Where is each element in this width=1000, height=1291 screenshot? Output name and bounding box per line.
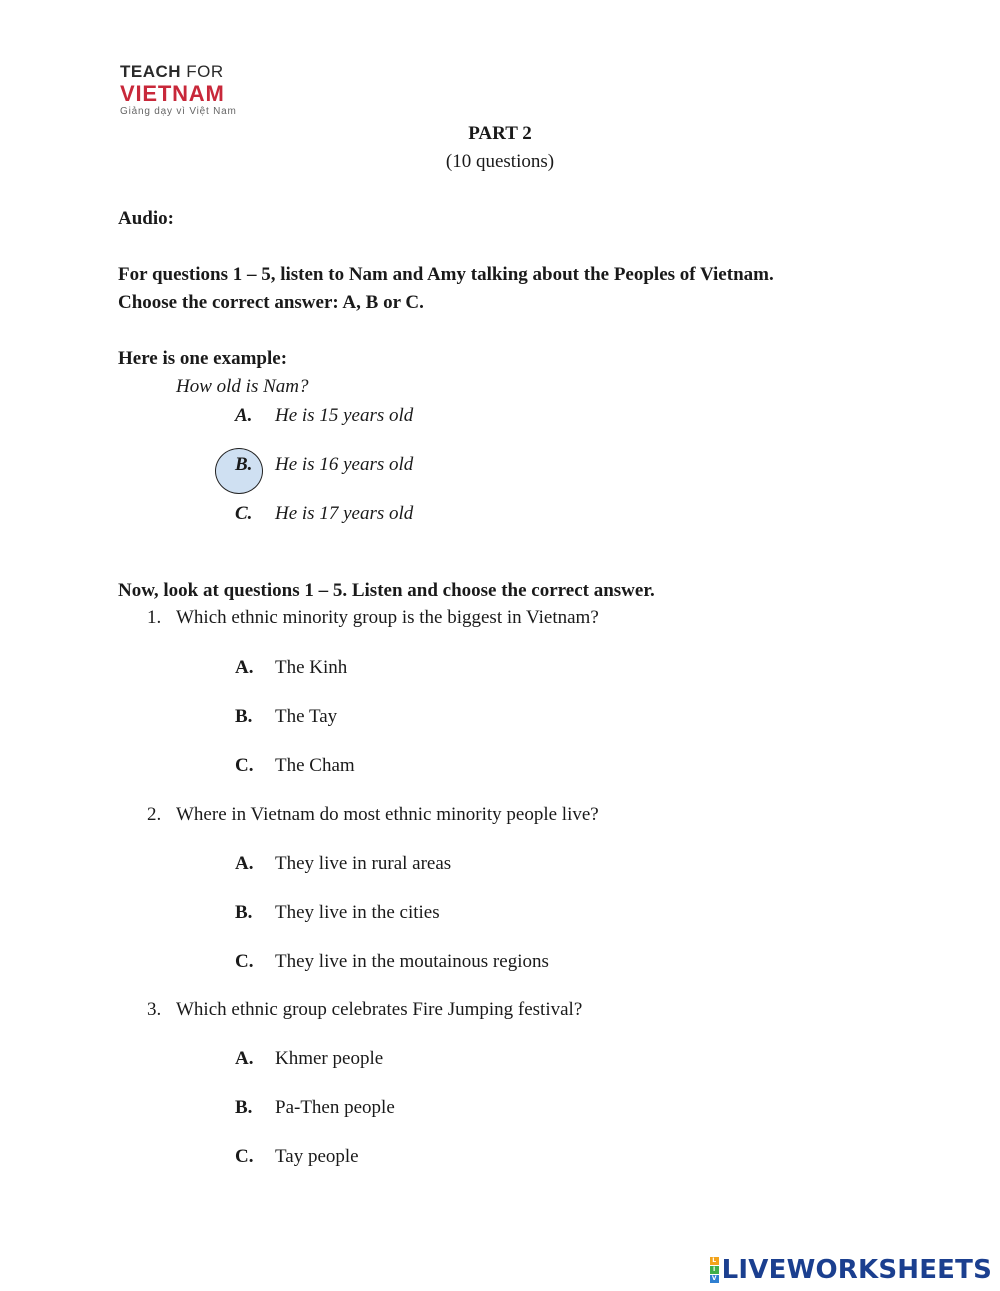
logo-tagline: Giảng dạy vì Việt Nam bbox=[120, 106, 237, 117]
instruction-line-2: Choose the correct answer: A, B or C. bbox=[118, 292, 424, 313]
now-instruction: Now, look at questions 1 – 5. Listen and choose the correct answer. bbox=[118, 580, 655, 601]
example-option-letter: B. bbox=[235, 454, 253, 475]
logo-teach: TEACH bbox=[120, 62, 182, 81]
option-text[interactable]: The Tay bbox=[275, 706, 338, 727]
option-letter[interactable]: A. bbox=[235, 1048, 254, 1069]
option-letter[interactable]: B. bbox=[235, 1097, 253, 1118]
example-option-text: He is 17 years old bbox=[275, 503, 414, 524]
audio-label: Audio: bbox=[118, 208, 174, 229]
instruction-line-1: For questions 1 – 5, listen to Nam and Amy talking about the Peoples of Vietnam. bbox=[118, 264, 774, 285]
option-text[interactable]: They live in rural areas bbox=[275, 853, 452, 874]
option-text[interactable]: They live in the moutainous regions bbox=[275, 951, 549, 972]
cube-letter: I bbox=[710, 1266, 719, 1274]
example-option-letter: C. bbox=[235, 503, 253, 524]
question-number: 3. bbox=[147, 999, 162, 1020]
option-letter[interactable]: B. bbox=[235, 902, 253, 923]
logo-vietnam: VIETNAM bbox=[120, 81, 225, 106]
option-letter[interactable]: A. bbox=[235, 853, 254, 874]
page-subtitle: (10 questions) bbox=[445, 151, 555, 172]
example-option-letter: A. bbox=[235, 405, 253, 426]
cube-letter: L bbox=[710, 1257, 719, 1265]
example-option-text: He is 15 years old bbox=[275, 405, 414, 426]
option-letter[interactable]: C. bbox=[235, 1146, 254, 1167]
logo-for: FOR bbox=[186, 62, 224, 81]
question-text: Which ethnic group celebrates Fire Jumping festival? bbox=[176, 999, 583, 1020]
page-title: PART 2 bbox=[468, 123, 532, 144]
option-text[interactable]: They live in the cities bbox=[275, 902, 440, 923]
option-text[interactable]: Pa-Then people bbox=[275, 1097, 395, 1118]
question-text: Which ethnic minority group is the biggest in Vietnam? bbox=[176, 607, 599, 628]
question-number: 2. bbox=[147, 804, 162, 825]
question-text: Where in Vietnam do most ethnic minority people live? bbox=[176, 804, 599, 825]
option-text[interactable]: Khmer people bbox=[275, 1048, 384, 1069]
option-letter[interactable]: B. bbox=[235, 706, 253, 727]
option-text[interactable]: The Kinh bbox=[275, 657, 348, 678]
logo-line-teach-for bbox=[120, 62, 270, 82]
example-question: How old is Nam? bbox=[176, 376, 309, 397]
example-heading: Here is one example: bbox=[118, 348, 288, 369]
liveworksheets-wordmark: LIVEWORKSHEETS bbox=[721, 1255, 992, 1285]
option-letter[interactable]: C. bbox=[235, 755, 254, 776]
question-number: 1. bbox=[147, 607, 162, 628]
liveworksheets-logo bbox=[710, 1255, 992, 1285]
liveworksheets-cubes-icon bbox=[710, 1257, 719, 1283]
cube-letter: V bbox=[710, 1275, 719, 1283]
example-option-text: He is 16 years old bbox=[275, 454, 414, 475]
teach-for-vietnam-logo bbox=[120, 62, 270, 118]
option-letter[interactable]: C. bbox=[235, 951, 254, 972]
option-text[interactable]: The Cham bbox=[275, 755, 355, 776]
option-text[interactable]: Tay people bbox=[275, 1146, 359, 1167]
option-letter[interactable]: A. bbox=[235, 657, 254, 678]
